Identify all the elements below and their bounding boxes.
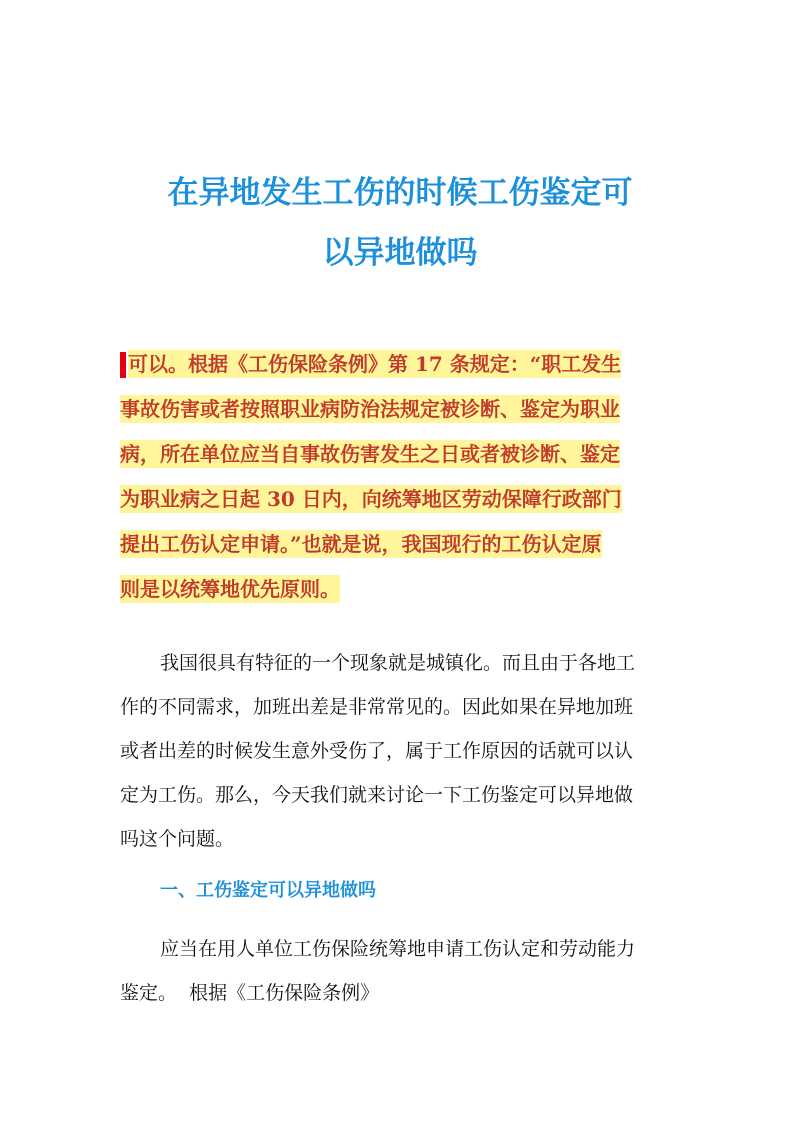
- highlighted-line-text: 为职业病之日起 30 日内，向统筹地区劳动保障行政部门: [120, 487, 622, 511]
- intro-paragraph: [120, 641, 682, 861]
- highlighted-line-text: 病，所在单位应当自事故伤害发生之日或者被诊断、鉴定: [120, 442, 620, 466]
- section-line: 鉴定。 根据《工伤保险条例》: [120, 982, 380, 1004]
- section-heading: 一、工伤鉴定可以异地做吗: [160, 880, 376, 901]
- section-line: 应当在用人单位工伤保险统筹地申请工伤认定和劳动能力: [160, 938, 636, 960]
- highlighted-line-text: 则是以统筹地优先原则。: [120, 577, 340, 601]
- title-line-2: 以异地做吗: [322, 235, 478, 271]
- highlighted-line: [120, 436, 690, 472]
- red-marker-bar: [120, 352, 126, 378]
- highlighted-answer-paragraph: [120, 346, 690, 616]
- intro-line: 我国很具有特征的一个现象就是城镇化。而且由于各地工: [160, 652, 636, 674]
- intro-line: 定为工伤。那么，今天我们就来讨论一下工伤鉴定可以异地做: [120, 784, 634, 806]
- highlighted-line-text: 事故伤害或者按照职业病防治法规定被诊断、鉴定为职业: [120, 397, 620, 421]
- highlighted-line: [120, 526, 690, 562]
- highlighted-line: [120, 346, 690, 382]
- intro-line: 或者出差的时候发生意外受伤了，属于工作原因的话就可以认: [120, 740, 634, 762]
- highlighted-line-text: 提出工伤认定申请。”也就是说，我国现行的工伤认定原: [120, 532, 602, 556]
- highlighted-line: [120, 481, 690, 517]
- intro-line: 吗这个问题。: [120, 828, 235, 850]
- intro-line: 作的不同需求，加班出差是非常常见的。因此如果在异地加班: [120, 696, 634, 718]
- title-line-1: 在异地发生工伤的时候工伤鉴定可: [167, 175, 633, 211]
- section-paragraph: [120, 927, 682, 1015]
- highlighted-line: [120, 391, 690, 427]
- highlighted-line-text: 可以。根据《工伤保险条例》第 17 条规定：“职工发生: [128, 352, 622, 376]
- highlighted-line: [120, 571, 690, 607]
- document-title: [100, 163, 700, 283]
